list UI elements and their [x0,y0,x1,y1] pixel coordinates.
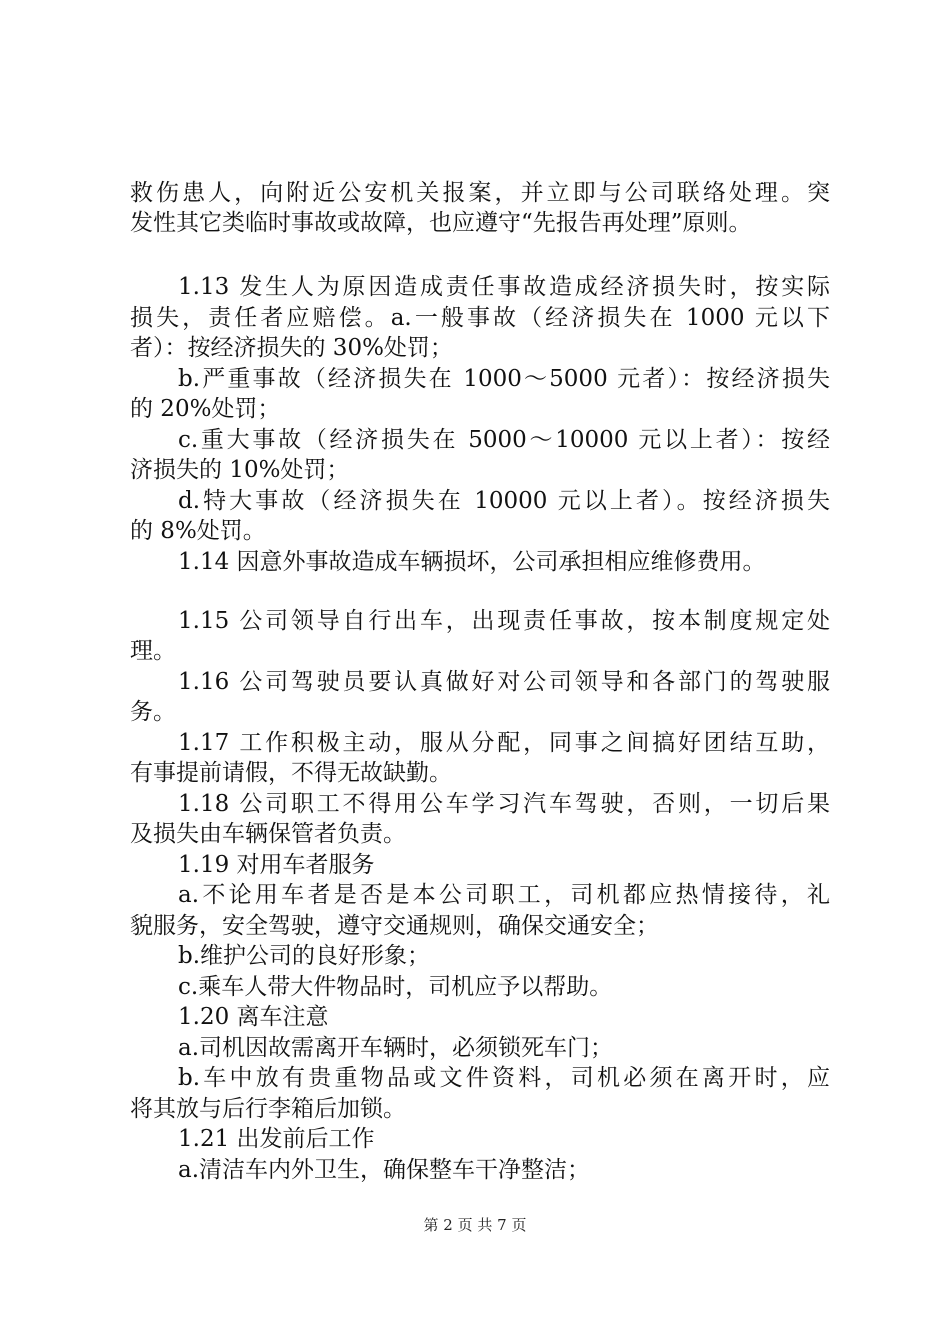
text-line: 救伤患人，向附近公安机关报案，并立即与公司联络处理。突 [130,180,830,206]
text-line: 有事提前请假，不得无故缺勤。 [130,760,452,786]
text-line: 1.20 离车注意 [178,1004,329,1030]
text-line: 务。 [130,699,176,725]
text-line: 1.16 公司驾驶员要认真做好对公司领导和各部门的驾驶服 [178,669,830,695]
text-line: b.车中放有贵重物品或文件资料，司机必须在离开时，应 [178,1065,830,1091]
text-line: 1.18 公司职工不得用公车学习汽车驾驶，否则，一切后果 [178,791,830,817]
text-line: 1.21 出发前后工作 [178,1126,375,1152]
text-line: 及损失由车辆保管者负责。 [130,821,406,847]
text-line: a.不论用车者是否是本公司职工，司机都应热情接待，礼 [178,882,830,908]
text-line: 貌服务，安全驾驶，遵守交通规则，确保交通安全； [130,913,659,939]
text-line: 的 20%处罚； [130,396,281,422]
text-line: a.司机因故需离开车辆时，必须锁死车门； [178,1035,614,1061]
text-line: 发性其它类临时事故或故障，也应遵守“先报告再处理”原则。 [130,210,752,236]
text-line: 理。 [130,638,176,664]
text-line: 1.13 发生人为原因造成责任事故造成经济损失时，按实际 [178,274,830,300]
text-line: 1.19 对用车者服务 [178,852,375,878]
text-line: c.乘车人带大件物品时，司机应予以帮助。 [178,974,613,1000]
text-line: 的 8%处罚。 [130,518,266,544]
text-line: a.清洁车内外卫生，确保整车干净整洁； [178,1157,591,1183]
page-number-footer: 第 2 页 共 7 页 [423,1216,527,1234]
text-line: 济损失的 10%处罚； [130,457,350,483]
text-line: 1.17 工作积极主动，服从分配，同事之间搞好团结互助， [178,730,830,756]
text-line: d.特大事故（经济损失在 10000 元以上者）。按经济损失 [178,488,830,514]
text-line: 损失，责任者应赔偿。a.一般事故（经济损失在 1000 元以下 [130,305,830,331]
text-line: 1.14 因意外事故造成车辆损坏，公司承担相应维修费用。 [178,549,766,575]
text-line: 1.15 公司领导自行出车，出现责任事故，按本制度规定处 [178,608,830,634]
text-line: b.严重事故（经济损失在 1000～5000 元者）：按经济损失 [178,366,830,392]
text-line: b.维护公司的良好形象； [178,943,431,969]
text-line: c.重大事故（经济损失在 5000～10000 元以上者）：按经 [178,427,830,453]
text-line: 将其放与后行李箱后加锁。 [130,1096,406,1122]
text-line: 者）：按经济损失的 30%处罚； [130,335,453,361]
